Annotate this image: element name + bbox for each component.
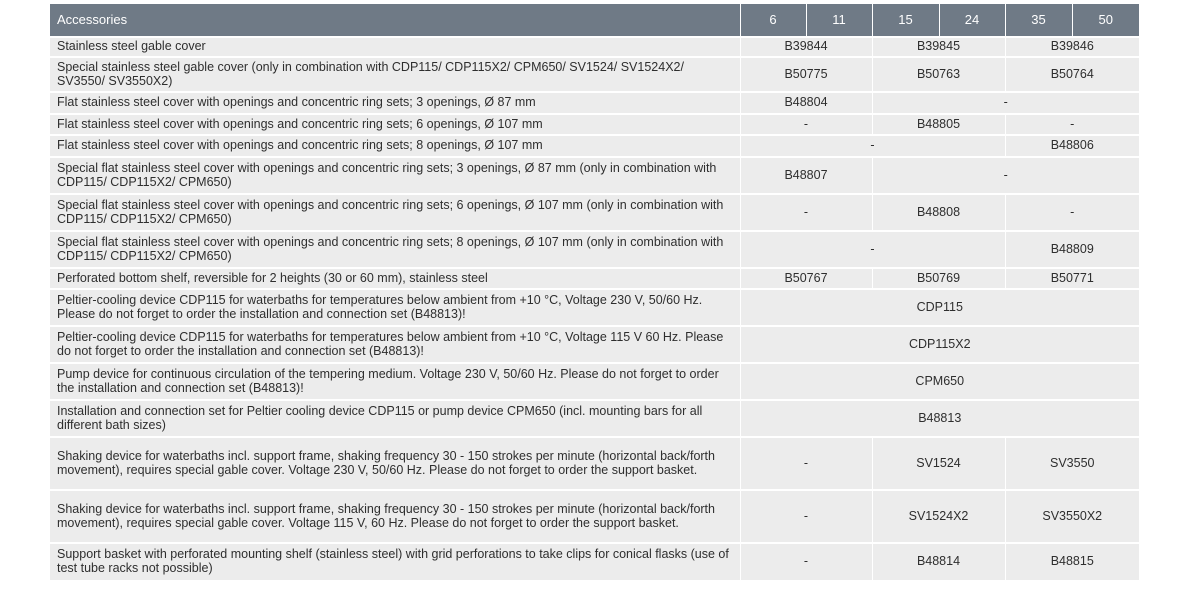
header-size-6: 6 xyxy=(740,4,806,37)
cell-size-6-11: - xyxy=(740,114,872,135)
table-row xyxy=(50,363,1139,400)
cell-size-35-50: B48806 xyxy=(1005,135,1139,157)
row-description: Peltier-cooling device CDP115 for waterbaths for temperatures below ambient from +10 °C, Voltage 115 V 60 Hz. Please do not forget to order the installation and connection set (B48813)! xyxy=(50,326,740,363)
cell-size-6-11: B50767 xyxy=(740,268,872,289)
cell-size-6-11: B48804 xyxy=(740,92,872,114)
cell-all-sizes: CPM650 xyxy=(740,363,1139,400)
row-description: Shaking device for waterbaths incl. support frame, shaking frequency 30 - 150 strokes per minute (horizontal back/forth movement), requires special gable cover. Voltage 115 V, 60 Hz. Please do not forget to order the support basket. xyxy=(50,490,740,543)
header-row xyxy=(50,4,1139,37)
cell-size-15-24: B48814 xyxy=(872,543,1005,580)
row-description: Support basket with perforated mounting shelf (stainless steel) with grid perforations to take clips for conical flasks (use of test tube racks not possible) xyxy=(50,543,740,580)
cell-size-15-24: SV1524 xyxy=(872,437,1005,490)
table-row xyxy=(50,57,1139,92)
table-row xyxy=(50,37,1139,57)
table-row xyxy=(50,437,1139,490)
cell-size-6-11: B50775 xyxy=(740,57,872,92)
cell-size-15-50: - xyxy=(872,92,1139,114)
header-size-11: 11 xyxy=(806,4,872,37)
cell-all-sizes: CDP115 xyxy=(740,289,1139,326)
table-row xyxy=(50,400,1139,437)
row-description: Special stainless steel gable cover (only in combination with CDP115/ CDP115X2/ CPM650/ SV1524/ SV1524X2/ SV3550/ SV3550X2) xyxy=(50,57,740,92)
cell-size-35-50: - xyxy=(1005,114,1139,135)
table-row xyxy=(50,326,1139,363)
row-description: Flat stainless steel cover with openings and concentric ring sets; 3 openings, Ø 87 mm xyxy=(50,92,740,114)
accessories-table xyxy=(50,4,1139,581)
table-row xyxy=(50,135,1139,157)
cell-size-6-11: - xyxy=(740,490,872,543)
cell-size-15-24: B50763 xyxy=(872,57,1005,92)
header-size-24: 24 xyxy=(939,4,1005,37)
cell-size-6-24: - xyxy=(740,231,1005,268)
header-size-50: 50 xyxy=(1072,4,1139,37)
row-description: Flat stainless steel cover with openings and concentric ring sets; 6 openings, Ø 107 mm xyxy=(50,114,740,135)
table-row xyxy=(50,194,1139,231)
cell-size-6-11: - xyxy=(740,194,872,231)
cell-size-35-50: B48815 xyxy=(1005,543,1139,580)
row-description: Stainless steel gable cover xyxy=(50,37,740,57)
row-description: Peltier-cooling device CDP115 for waterbaths for temperatures below ambient from +10 °C, Voltage 230 V, 50/60 Hz. Please do not forget to order the installation and connection set (B48813)! xyxy=(50,289,740,326)
cell-size-35-50: B50771 xyxy=(1005,268,1139,289)
table-row xyxy=(50,543,1139,580)
cell-size-15-50: - xyxy=(872,157,1139,194)
table-row xyxy=(50,268,1139,289)
cell-all-sizes: B48813 xyxy=(740,400,1139,437)
cell-size-6-11: - xyxy=(740,437,872,490)
cell-size-6-11: - xyxy=(740,543,872,580)
row-description: Special flat stainless steel cover with openings and concentric ring sets; 3 openings, Ø 87 mm (only in combination with CDP115/ CDP115X2/ CPM650) xyxy=(50,157,740,194)
cell-size-6-24: - xyxy=(740,135,1005,157)
cell-size-35-50: SV3550 xyxy=(1005,437,1139,490)
row-description: Installation and connection set for Peltier cooling device CDP115 or pump device CPM650 (incl. mounting bars for all different bath sizes) xyxy=(50,400,740,437)
table-row xyxy=(50,157,1139,194)
cell-size-15-24: B48805 xyxy=(872,114,1005,135)
table-row xyxy=(50,231,1139,268)
row-description: Special flat stainless steel cover with openings and concentric ring sets; 8 openings, Ø 107 mm (only in combination with CDP115/ CDP115X2/ CPM650) xyxy=(50,231,740,268)
cell-size-6-11: B48807 xyxy=(740,157,872,194)
cell-size-35-50: B39846 xyxy=(1005,37,1139,57)
cell-size-15-24: SV1524X2 xyxy=(872,490,1005,543)
header-size-35: 35 xyxy=(1005,4,1072,37)
row-description: Special flat stainless steel cover with openings and concentric ring sets; 6 openings, Ø 107 mm (only in combination with CDP115/ CDP115X2/ CPM650) xyxy=(50,194,740,231)
row-description: Pump device for continuous circulation of the tempering medium. Voltage 230 V, 50/60 Hz. Please do not forget to order the installation and connection set (B48813)! xyxy=(50,363,740,400)
header-accessories: Accessories xyxy=(50,4,740,37)
header-size-15: 15 xyxy=(872,4,939,37)
table-row xyxy=(50,114,1139,135)
cell-size-15-24: B39845 xyxy=(872,37,1005,57)
cell-size-15-24: B48808 xyxy=(872,194,1005,231)
row-description: Shaking device for waterbaths incl. support frame, shaking frequency 30 - 150 strokes per minute (horizontal back/forth movement), requires special gable cover. Voltage 230 V, 50/60 Hz. Please do not forget to order the support basket. xyxy=(50,437,740,490)
table-row xyxy=(50,289,1139,326)
table-row xyxy=(50,92,1139,114)
cell-size-35-50: - xyxy=(1005,194,1139,231)
cell-all-sizes: CDP115X2 xyxy=(740,326,1139,363)
cell-size-35-50: B50764 xyxy=(1005,57,1139,92)
row-description: Perforated bottom shelf, reversible for 2 heights (30 or 60 mm), stainless steel xyxy=(50,268,740,289)
row-description: Flat stainless steel cover with openings and concentric ring sets; 8 openings, Ø 107 mm xyxy=(50,135,740,157)
cell-size-35-50: B48809 xyxy=(1005,231,1139,268)
table-row xyxy=(50,490,1139,543)
cell-size-35-50: SV3550X2 xyxy=(1005,490,1139,543)
cell-size-6-11: B39844 xyxy=(740,37,872,57)
cell-size-15-24: B50769 xyxy=(872,268,1005,289)
